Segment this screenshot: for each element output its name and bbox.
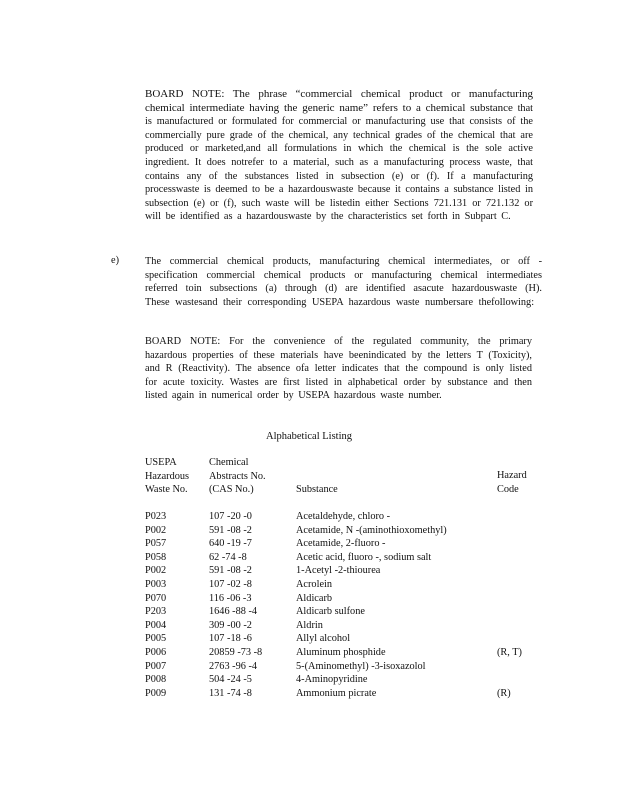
cas-number: 640 -19 -7 bbox=[209, 538, 252, 550]
header-substance: Substance bbox=[296, 484, 338, 495]
hazard-code bbox=[497, 524, 537, 538]
header-usepa-line: Waste No. bbox=[145, 484, 188, 496]
waste-number: P070 bbox=[145, 592, 167, 604]
table-row bbox=[145, 673, 537, 687]
cas-number: 116 -06 -3 bbox=[209, 592, 252, 604]
item-e-marker: e) bbox=[111, 255, 119, 266]
header-cas bbox=[209, 456, 266, 497]
substance-name: Aluminum phosphide bbox=[296, 646, 386, 658]
waste-number: P008 bbox=[145, 674, 167, 686]
header-cas-line: Chemical bbox=[209, 457, 249, 468]
table-row bbox=[145, 537, 537, 551]
substance-name: Acrolein bbox=[296, 578, 333, 590]
board-note-1-text: that is manufactured or formulated for commercial or manufacturing use that consists of the commercially pure grade of the chemical, any technical grades of the chemical that are produced or marketed,and all formulations in which the chemical is the sole active ingredient. It does notrefer to a material, such as a manufacturing process waste, that contains any of the substances listed in subsection (e) or (f). If a manufacturing processwaste is deemed to be a hazardouswaste because it contains a substance listed in subsection (e) or (f), such waste will be listedin either Sections 721.131 or 721.132 or will be identified as a hazardouswaste by the characteristics set forth in Subpart C. bbox=[145, 102, 534, 223]
hazard-code bbox=[497, 551, 537, 565]
substance-name: 1-Acetyl -2-thiourea bbox=[296, 565, 381, 577]
waste-number: P057 bbox=[145, 538, 167, 550]
substance-name: 5-(Aminomethyl) -3-isoxazolol bbox=[296, 660, 426, 672]
hazard-code bbox=[497, 564, 537, 578]
header-cas-line: (CAS No.) bbox=[209, 484, 254, 496]
cas-number: 107 -02 -8 bbox=[209, 578, 252, 590]
cas-number: 131 -74 -8 bbox=[209, 687, 252, 699]
table-row bbox=[145, 632, 537, 646]
substance-name: Aldrin bbox=[296, 619, 323, 631]
table-row bbox=[145, 646, 537, 660]
table-row bbox=[145, 551, 537, 565]
substance-name: Aldicarb bbox=[296, 592, 333, 604]
waste-table bbox=[145, 510, 537, 700]
cas-number: 107 -20 -0 bbox=[209, 511, 252, 522]
table-row bbox=[145, 660, 537, 674]
substance-name: Ammonium picrate bbox=[296, 687, 377, 699]
header-usepa-line: Hazardous bbox=[145, 470, 190, 482]
header-hazard-line: Hazard bbox=[497, 470, 527, 481]
cas-number: 107 -18 -6 bbox=[209, 633, 252, 645]
substance-name: Aldicarb sulfone bbox=[296, 606, 365, 618]
listing-title: Alphabetical Listing bbox=[265, 431, 353, 442]
board-note-1 bbox=[145, 88, 533, 224]
cas-number: 62 -74 -8 bbox=[209, 551, 247, 563]
waste-number: P005 bbox=[145, 633, 167, 645]
cas-number: 504 -24 -5 bbox=[209, 674, 252, 686]
substance-name: Allyl alcohol bbox=[296, 633, 351, 645]
table-row bbox=[145, 578, 537, 592]
table-row bbox=[145, 524, 537, 538]
header-usepa-line: USEPA bbox=[145, 457, 177, 468]
hazard-code: (R, T) bbox=[497, 646, 522, 658]
table-row bbox=[145, 605, 537, 619]
waste-number: P003 bbox=[145, 578, 167, 590]
hazard-code bbox=[497, 605, 537, 619]
hazard-code bbox=[497, 673, 537, 687]
hazard-code bbox=[497, 510, 537, 524]
waste-number: P009 bbox=[145, 687, 167, 699]
substance-name: Acetaldehyde, chloro - bbox=[296, 511, 391, 522]
item-e-text: The commercial chemical products, manufacturing chemical intermediates, or off - specification commercial chemical products or manufacturing chemical intermediates referred toin subsections (a) through (d) are identified asacute hazardouswaste (H). These wastesand their corresponding USEPA hazardous waste numbersare thefollowing: bbox=[145, 256, 542, 308]
hazard-code bbox=[497, 660, 537, 674]
substance-name: Acetamide, 2-fluoro - bbox=[296, 538, 386, 550]
waste-number: P007 bbox=[145, 660, 167, 672]
cas-number: 2763 -96 -4 bbox=[209, 660, 258, 672]
cas-number: 309 -00 -2 bbox=[209, 619, 252, 631]
board-note-2: BOARD NOTE: For the convenience of the regulated community, the primary hazardous properties of these materials have beenindicated by the letters T (Toxicity), and R (Reactivity). The absence ofa letter indicates that the compound is only listed for acute toxicity. Wastes are first listed in alphabetical order by substance and then listed again in numerical order by USEPA hazardous waste number. bbox=[145, 336, 532, 402]
board-note-1-heading: BOARD NOTE: The phrase “commercial chemical product or manufacturing chemical intermediate having the generic name” refers to a chemical substance bbox=[145, 88, 533, 114]
hazard-code bbox=[497, 537, 537, 551]
hazard-code: (R) bbox=[497, 687, 511, 699]
substance-name: Acetamide, N -(aminothioxomethyl) bbox=[296, 524, 447, 536]
hazard-code bbox=[497, 632, 537, 646]
waste-number: P006 bbox=[145, 646, 167, 658]
waste-number: P002 bbox=[145, 524, 167, 536]
table-row bbox=[145, 564, 537, 578]
waste-number: P002 bbox=[145, 565, 167, 577]
cas-number: 20859 -73 -8 bbox=[209, 646, 263, 658]
substance-name: 4-Aminopyridine bbox=[296, 674, 368, 686]
table-row bbox=[145, 619, 537, 633]
waste-number: P203 bbox=[145, 606, 167, 618]
hazard-code bbox=[497, 592, 537, 606]
header-hazard bbox=[497, 469, 527, 496]
header-usepa bbox=[145, 456, 189, 497]
cas-number: 591 -08 -2 bbox=[209, 565, 252, 577]
cas-number: 591 -08 -2 bbox=[209, 524, 252, 536]
waste-number: P058 bbox=[145, 551, 167, 563]
header-hazard-line: Code bbox=[497, 483, 519, 495]
waste-number: P004 bbox=[145, 619, 167, 631]
substance-name: Acetic acid, fluoro -, sodium salt bbox=[296, 551, 432, 563]
table-row bbox=[145, 510, 537, 524]
hazard-code bbox=[497, 619, 537, 633]
header-cas-line: Abstracts No. bbox=[209, 470, 266, 482]
waste-number: P023 bbox=[145, 511, 167, 522]
table-row bbox=[145, 592, 537, 606]
table-row bbox=[145, 687, 537, 701]
hazard-code bbox=[497, 578, 537, 592]
cas-number: 1646 -88 -4 bbox=[209, 606, 258, 618]
